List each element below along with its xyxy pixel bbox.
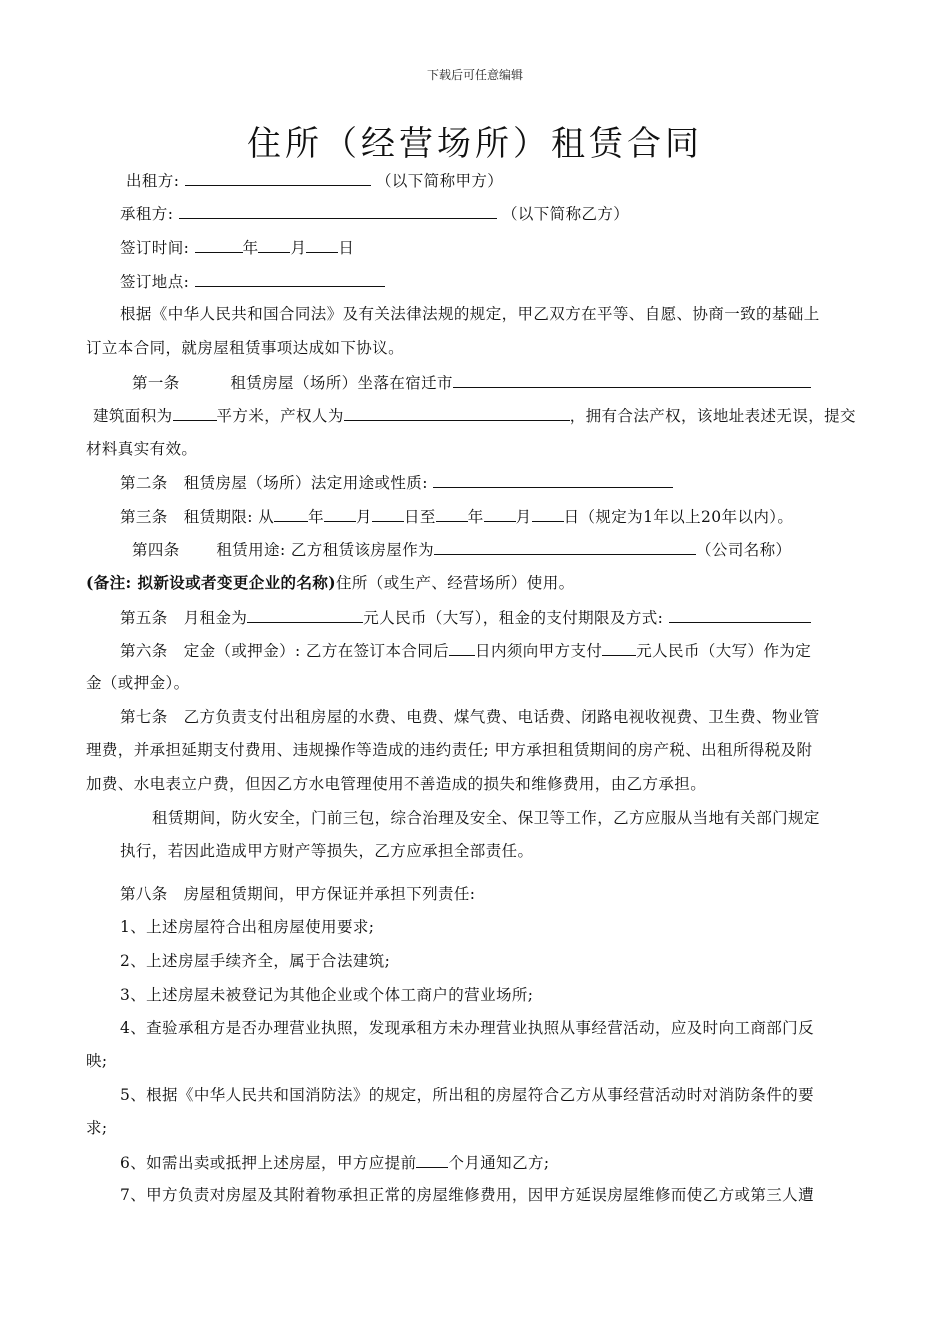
lessee-label: 承租方: [120,205,174,223]
sign-day-blank[interactable] [306,237,338,253]
article-8-item-5: 5、根据《中华人民共和国消防法》的规定，所出租的房屋符合乙方从事经营活动时对消防条件的要 [120,1086,814,1104]
deposit-days-blank[interactable] [449,640,475,656]
to-label: 日至 [403,508,436,526]
article-1-line-2 [93,405,856,426]
article-8-item-1: 1、上述房屋符合出租房屋使用要求; [120,918,375,936]
end-month-label: 月 [515,508,532,526]
article-4-tail: （公司名称） [696,541,792,559]
article-1-line-1 [132,372,811,393]
lessee-blank[interactable] [179,203,497,219]
end-year-label: 年 [467,508,484,526]
start-month-label: 月 [356,508,372,526]
article-3-text: 租赁期限: 从 [183,508,275,526]
lessor-suffix: （以下简称甲方） [375,172,504,190]
article-2-text: 租赁房屋（场所）法定用途或性质: [183,474,428,492]
article-4-head: 第四条 [132,541,180,559]
article-7-line-5: 执行，若因此造成甲方财产等损失，乙方应承担全部责任。 [120,842,534,860]
article-8-item-2: 2、上述房屋手续齐全，属于合法建筑; [120,952,391,970]
article-6-tail: 元人民币（大写）作为定 [636,642,812,660]
year-label: 年 [242,239,259,257]
article-5-head: 第五条 [120,609,168,627]
notice-months-blank[interactable] [416,1152,448,1168]
deposit-amount-blank[interactable] [602,640,636,656]
article-7-line-3: 加费、水电表立户费，但因乙方水电管理使用不善造成的损失和维修费用，由乙方承担。 [86,775,707,793]
article-1-text: 租赁房屋（场所）坐落在宿迁市 [230,374,453,392]
article-4-note: (备注: 拟新设或者变更企业的名称) [86,573,336,592]
article-2-head: 第二条 [120,474,168,492]
header-note: 下载后可任意编辑 [426,68,523,82]
lessor-line [126,170,503,191]
sign-place-line [120,271,385,292]
start-month-blank[interactable] [324,506,356,522]
article-8-item-3: 3、上述房屋未被登记为其他企业或个体工商户的营业场所; [120,986,534,1004]
article-8-item-4-cont: 映; [86,1052,108,1070]
start-year-blank[interactable] [274,506,308,522]
article-4-note-tail: 住所（或生产、经营场所）使用。 [336,574,575,592]
article-4-line-2 [86,573,575,593]
article-5-mid: 元人民币（大写），租金的支付期限及方式: [363,609,664,627]
start-year-label: 年 [308,508,325,526]
article-6-head: 第六条 [120,642,168,660]
sign-date-line [120,237,354,258]
article-7-line-4: 租赁期间，防火安全，门前三包，综合治理及安全、保卫等工作，乙方应服从当地有关部门规定 [152,809,820,827]
article-6-line-1 [120,640,811,661]
article-6-mid: 日内须向甲方支付 [475,642,603,660]
article-7-line-2: 理费，并承担延期支付费用、违规操作等造成的违约责任; 甲方承担租赁期间的房产税、出租所得税及附 [86,741,813,759]
payment-terms-blank[interactable] [669,607,811,623]
sign-place-blank[interactable] [195,271,385,287]
rent-blank[interactable] [247,607,363,623]
month-label: 月 [290,239,307,257]
article-1-head: 第一条 [132,374,180,392]
item-6-text: 6、如需出卖或抵押上述房屋，甲方应提前 [120,1154,417,1172]
article-8-item-6 [120,1152,550,1173]
article-8-item-5-cont: 求; [86,1119,108,1137]
day-label: 日 [338,239,355,257]
end-day-blank[interactable] [532,506,564,522]
page-title: 住所（经营场所）租赁合同 [247,124,703,164]
preamble-line-2: 订立本合同，就房屋租赁事项达成如下协议。 [86,339,405,357]
item-6-tail: 个月通知乙方; [448,1154,550,1172]
area-prefix: 建筑面积为 [93,407,173,425]
article-3-tail: 日（规定为1年以上20年以内）。 [563,508,794,526]
end-month-blank[interactable] [484,506,516,522]
article-6-line-2: 金（或押金）。 [86,674,190,692]
start-day-blank[interactable] [372,506,404,522]
article-6-text: 定金（或押金）: 乙方在签订本合同后 [183,642,450,660]
sign-month-blank[interactable] [258,237,290,253]
article-8-item-7: 7、甲方负责对房屋及其附着物承担正常的房屋维修费用，因甲方延误房屋维修而使乙方或第三人遭 [120,1186,814,1204]
lessee-suffix: （以下简称乙方） [501,205,630,223]
lessee-line [120,203,629,224]
article-2-line [120,472,673,493]
company-name-blank[interactable] [434,539,696,555]
address-blank[interactable] [453,372,811,388]
article-1-line-3: 材料真实有效。 [86,440,198,458]
article-7-line-1: 第七条 乙方负责支付出租房屋的水费、电费、煤气费、电话费、闭路电视收视费、卫生费、物业管 [120,708,820,726]
end-year-blank[interactable] [436,506,468,522]
article-8-head: 第八条 房屋租赁期间，甲方保证并承担下列责任: [120,885,476,903]
article-4-line-1 [132,539,791,560]
sign-place-label: 签订地点: [120,273,190,291]
article-8-item-4: 4、查验承租方是否办理营业执照，发现承租方未办理营业执照从事经营活动，应及时向工商部门反 [120,1019,814,1037]
preamble-line-1: 根据《中华人民共和国合同法》及有关法律法规的规定，甲乙双方在平等、自愿、协商一致的基础上 [120,305,820,323]
sign-date-label: 签订时间: [120,239,190,257]
area-suffix: ，拥有合法产权，该地址表述无误，提交 [569,407,856,425]
usage-blank[interactable] [433,472,673,488]
article-3-line [120,506,793,527]
owner-blank[interactable] [344,405,570,421]
sign-year-blank[interactable] [195,237,243,253]
article-3-head: 第三条 [120,508,168,526]
article-5-line [120,607,811,628]
article-5-text: 月租金为 [183,609,248,627]
lessor-blank[interactable] [185,170,371,186]
lessor-label: 出租方: [126,172,180,190]
area-blank[interactable] [173,405,217,421]
article-4-text: 租赁用途: 乙方租赁该房屋作为 [216,541,435,559]
area-unit: 平方米，产权人为 [216,407,344,425]
